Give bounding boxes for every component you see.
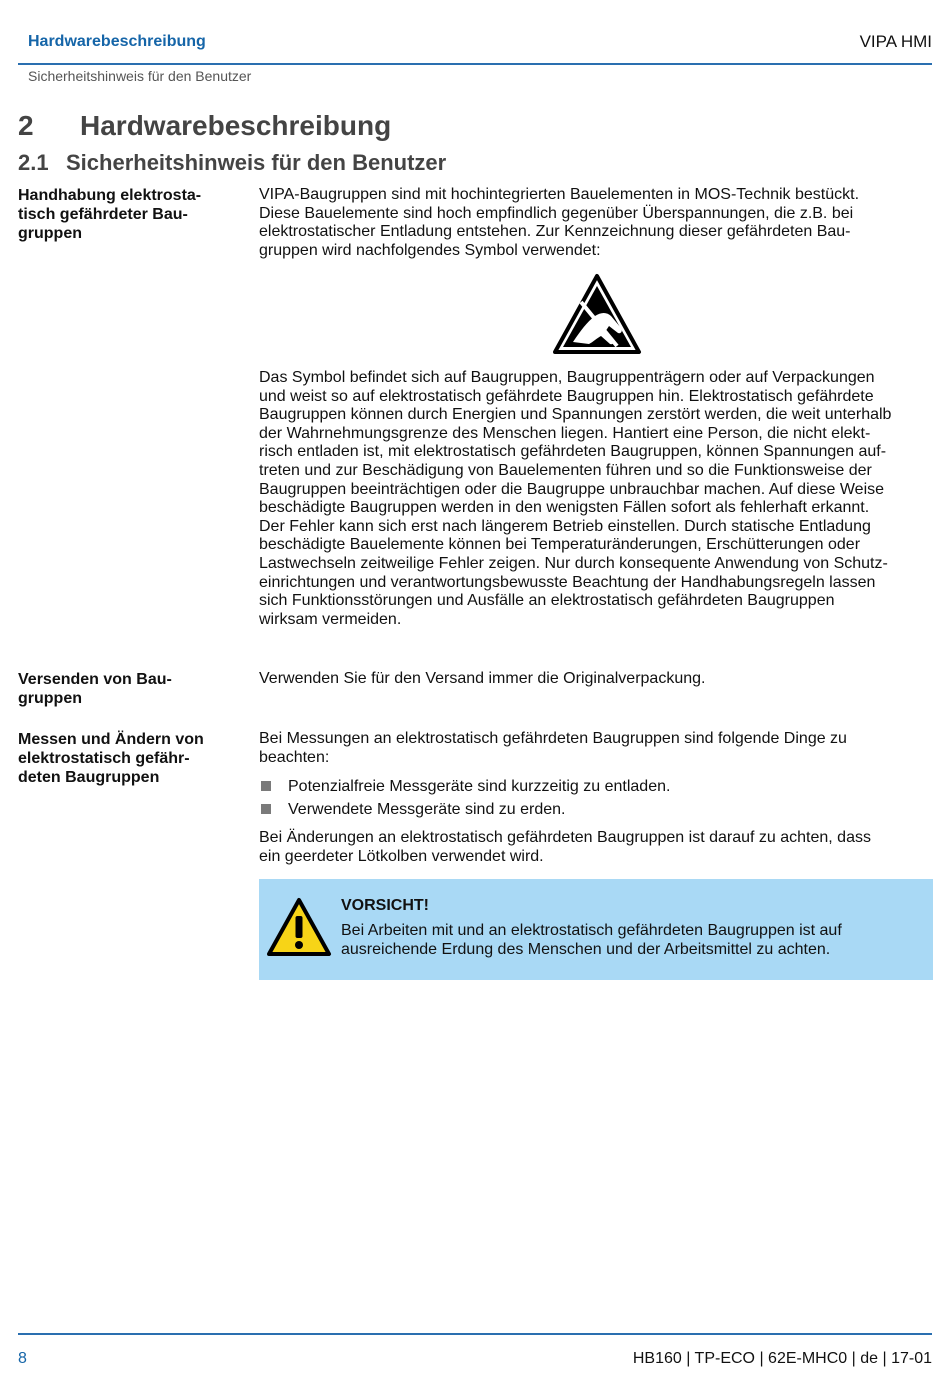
text-line: Das Symbol befindet sich auf Baugruppen, Baugruppenträgern oder auf Verpackungen (259, 369, 875, 386)
measuring-bullet-list (259, 777, 934, 823)
header-section-title: Hardwarebeschreibung (28, 33, 206, 50)
bullet-square-icon (261, 804, 271, 814)
side-label-line: gruppen (18, 690, 82, 707)
text-line: treten und zur Beschädigung von Bauelementen führen und so die Funktionsweise der (259, 461, 872, 479)
text-line: Baugruppen beeinträchtigen oder die Baugruppe unbrauchbar machen. Auf diese Weise (259, 480, 885, 498)
text-line: und weist so auf elektrostatisch gefährdete Baugruppen hin. Elektrostatisch gefährdete (259, 387, 874, 405)
side-label-line: Versenden von Bau- (18, 671, 172, 688)
heading-2-text: Sicherheitshinweis für den Benutzer (66, 150, 447, 175)
text-line: beachten: (259, 748, 330, 766)
text-line: sich Funktionsstörungen und Ausfälle an elektrostatisch gefährdeten Baugruppen (259, 592, 835, 610)
side-label-line: elektrostatisch gefähr- (18, 750, 190, 767)
header-subsection: Sicherheitshinweis für den Benutzer (28, 68, 252, 84)
header-rule (18, 63, 932, 65)
side-label-line: Messen und Ändern von (18, 731, 204, 748)
text-line: Bei Arbeiten mit und an elektrostatisch gefährdeten Baugruppen ist auf (341, 922, 842, 939)
text-line: Der Fehler kann sich erst nach längerem Betrieb einstellen. Durch statische Entladung (259, 517, 871, 535)
warning-triangle-icon (266, 897, 332, 957)
text-line: risch entladen ist, mit elektrostatisch gefährdeten Baugruppen, können Spannungen auf- (259, 443, 887, 461)
measuring-intro (259, 730, 934, 767)
side-label-handling (18, 186, 233, 243)
heading-1-text: Hardwarebeschreibung (80, 110, 392, 141)
heading-1-number: 2 (18, 110, 34, 141)
text-line: Verwenden Sie für den Versand immer die Originalverpackung. (259, 670, 706, 687)
text-line: ausreichende Erdung des Menschen und der Arbeitsmittel zu achten. (341, 941, 831, 958)
side-label-line: Handhabung elektrosta- (18, 187, 202, 204)
side-label-line: gruppen (18, 225, 82, 242)
list-item (259, 777, 934, 800)
list-item-text: Potenzialfreie Messgeräte sind kurzzeitig zu entladen. (288, 778, 671, 795)
handling-intro (259, 186, 934, 260)
text-line: beschädigte Bauelemente können bei Temperaturänderungen, Erschütterungen oder (259, 536, 861, 554)
list-item (259, 800, 934, 823)
measuring-outro (259, 829, 934, 866)
text-line: Bei Änderungen an elektrostatisch gefährdeten Baugruppen ist darauf zu achten, dass (259, 829, 871, 846)
text-line: VIPA-Baugruppen sind mit hochintegrierten Bauelementen in MOS-Technik bestückt. (259, 186, 860, 203)
side-label-shipping (18, 670, 233, 708)
heading-2-number: 2.1 (18, 150, 49, 175)
text-line: ein geerdeter Lötkolben verwendet wird. (259, 847, 544, 865)
caution-title: VORSICHT! (341, 897, 429, 914)
text-line: beschädigte Baugruppen werden in den wenigsten Fällen sofort als fehlerhaft erkannt. (259, 499, 870, 517)
side-label-measuring (18, 730, 233, 787)
text-line: der Wahrnehmungsgrenze des Menschen liegen. Hantiert eine Person, die nicht elekt- (259, 424, 871, 442)
shipping-text (259, 670, 934, 689)
caution-text (341, 921, 921, 959)
heading-1 (18, 110, 391, 142)
handling-details (259, 369, 934, 629)
side-label-line: tisch gefährdeter Bau- (18, 206, 188, 223)
header-product: VIPA HMI (859, 32, 932, 51)
text-line: einrichtungen und verantwortungsbewusste Beachtung der Handhabungsregeln lassen (259, 573, 876, 591)
footer-document-id: HB160 | TP-ECO | 62E-MHC0 | de | 17-01 (632, 1350, 932, 1367)
bullet-square-icon (261, 781, 271, 791)
text-line: Bei Messungen an elektrostatisch gefährdeten Baugruppen sind folgende Dinge zu (259, 730, 847, 747)
footer-rule (18, 1333, 932, 1335)
text-line: Diese Bauelemente sind hoch empfindlich gegenüber Überspannungen, die z.B. bei (259, 204, 854, 222)
esd-warning-icon (551, 272, 643, 356)
text-line: Lastwechseln zeitweilige Fehler zeigen. Nur durch konsequente Anwendung von Schutz- (259, 554, 888, 572)
footer-page-number: 8 (18, 1350, 27, 1367)
list-item-text: Verwendete Messgeräte sind zu erden. (288, 801, 566, 818)
text-line: gruppen wird nachfolgendes Symbol verwendet: (259, 241, 601, 259)
heading-2 (18, 150, 446, 176)
text-line: wirksam vermeiden. (259, 610, 402, 628)
text-line: elektrostatischer Entladung entstehen. Zur Kennzeichnung dieser gefährdeten Bau- (259, 223, 851, 241)
text-line: Baugruppen können durch Energien und Spannungen zerstört werden, die weit unterhalb (259, 406, 892, 424)
side-label-line: deten Baugruppen (18, 769, 160, 786)
